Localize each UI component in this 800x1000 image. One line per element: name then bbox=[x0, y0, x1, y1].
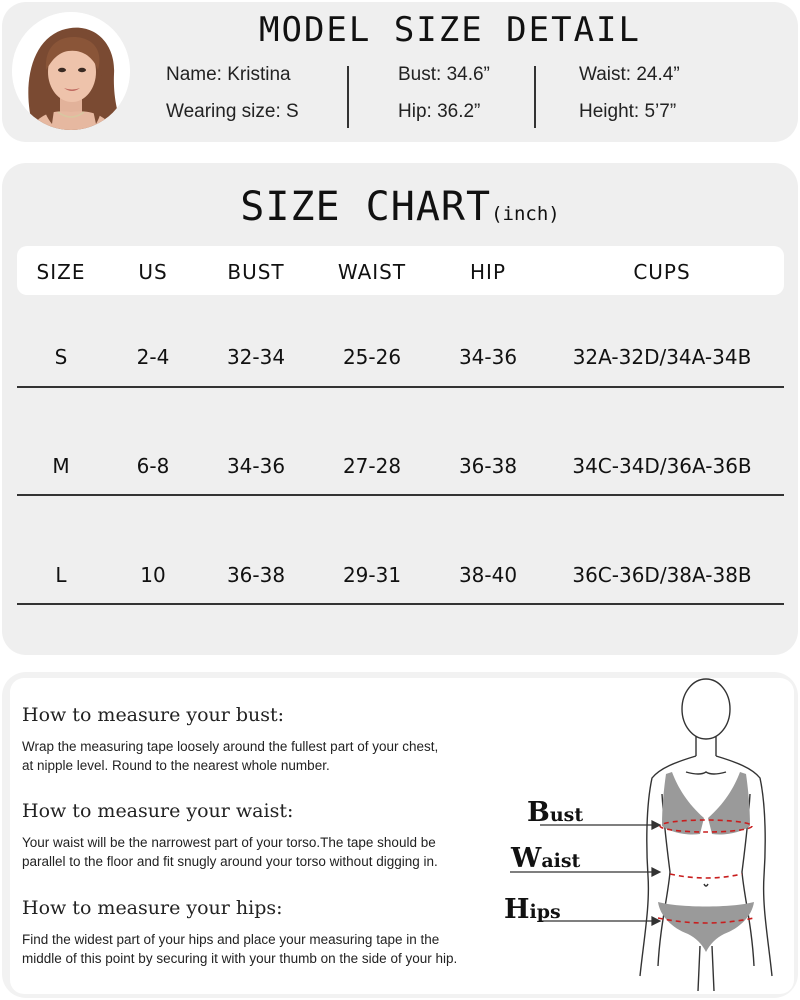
table-cell-us: 2-4 bbox=[136, 345, 170, 369]
row-divider bbox=[17, 494, 784, 496]
row-divider bbox=[17, 603, 784, 605]
hips-guide-text-2: middle of this point by securing it with your thumb on the side of your hip. bbox=[22, 951, 458, 966]
col-header-cups: CUPS bbox=[633, 260, 691, 284]
figure-label-bust-rest: ust bbox=[549, 804, 584, 826]
model-hip: Hip: 36.2” bbox=[398, 101, 481, 122]
figure-label-waist-cap: W bbox=[511, 843, 542, 874]
waist-guide-text-1: Your waist will be the narrowest part of your torso.The tape should be bbox=[22, 835, 436, 850]
table-cell-hip: 36-38 bbox=[458, 454, 518, 478]
table-cell-hip: 38-40 bbox=[458, 563, 518, 587]
waist-guide-title: How to measure your waist: bbox=[22, 800, 294, 822]
table-cell-bust: 32-34 bbox=[226, 345, 286, 369]
table-cell-size: M bbox=[52, 454, 70, 478]
table-cell-cups: 36C-36D/38A-38B bbox=[572, 563, 752, 587]
col-header-bust: BUST bbox=[227, 260, 285, 284]
table-cell-us: 6-8 bbox=[136, 454, 170, 478]
row-divider bbox=[17, 386, 784, 388]
table-cell-waist: 25-26 bbox=[342, 345, 402, 369]
bust-guide-text-1: Wrap the measuring tape loosely around the fullest part of your chest, bbox=[22, 739, 439, 754]
col-header-size: SIZE bbox=[36, 260, 86, 284]
col-header-us: US bbox=[138, 260, 168, 284]
table-cell-bust: 36-38 bbox=[226, 563, 286, 587]
table-cell-hip: 34-36 bbox=[458, 345, 518, 369]
table-cell-waist: 29-31 bbox=[342, 563, 402, 587]
model-detail-title: MODEL SIZE DETAIL bbox=[259, 10, 641, 50]
model-name: Name: Kristina bbox=[166, 64, 291, 85]
model-bust: Bust: 34.6” bbox=[398, 64, 490, 85]
model-waist: Waist: 24.4” bbox=[579, 64, 680, 85]
figure-label-waist bbox=[511, 843, 580, 874]
table-cell-cups: 32A-32D/34A-34B bbox=[572, 345, 752, 369]
model-height: Height: 5’7” bbox=[579, 101, 677, 122]
table-cell-size: L bbox=[55, 563, 67, 587]
size-chart-unit: (inch) bbox=[491, 203, 560, 225]
table-cell-waist: 27-28 bbox=[342, 454, 402, 478]
size-chart-title bbox=[0, 184, 800, 230]
table-cell-cups: 34C-34D/36A-36B bbox=[572, 454, 752, 478]
table-cell-us: 10 bbox=[140, 563, 166, 587]
model-avatar bbox=[12, 12, 130, 130]
bust-guide-title: How to measure your bust: bbox=[22, 704, 285, 726]
body-measurement-figure-icon bbox=[500, 676, 790, 996]
figure-label-bust-cap: B bbox=[527, 797, 550, 828]
figure-label-hips-rest: ips bbox=[529, 901, 561, 923]
bust-guide-text-2: at nipple level. Round to the nearest whole number. bbox=[22, 758, 330, 773]
model-divider-2 bbox=[534, 66, 536, 128]
table-cell-size: S bbox=[54, 345, 68, 369]
hips-guide-text-1: Find the widest part of your hips and place your measuring tape in the bbox=[22, 932, 440, 947]
figure-label-bust bbox=[527, 797, 583, 828]
model-divider-1 bbox=[347, 66, 349, 128]
model-photo-icon bbox=[12, 12, 130, 130]
hips-guide-title: How to measure your hips: bbox=[22, 897, 283, 919]
waist-guide-text-2: parallel to the floor and fit snugly around your torso without digging in. bbox=[22, 854, 438, 869]
figure-label-waist-rest: aist bbox=[541, 850, 581, 872]
figure-label-hips-cap: H bbox=[504, 894, 530, 925]
figure-label-hips bbox=[504, 894, 561, 925]
col-header-hip: HIP bbox=[470, 260, 506, 284]
table-cell-bust: 34-36 bbox=[226, 454, 286, 478]
size-chart-heading: SIZE CHART bbox=[240, 184, 492, 230]
model-wearing-size: Wearing size: S bbox=[166, 101, 299, 122]
col-header-waist: WAIST bbox=[337, 260, 407, 284]
